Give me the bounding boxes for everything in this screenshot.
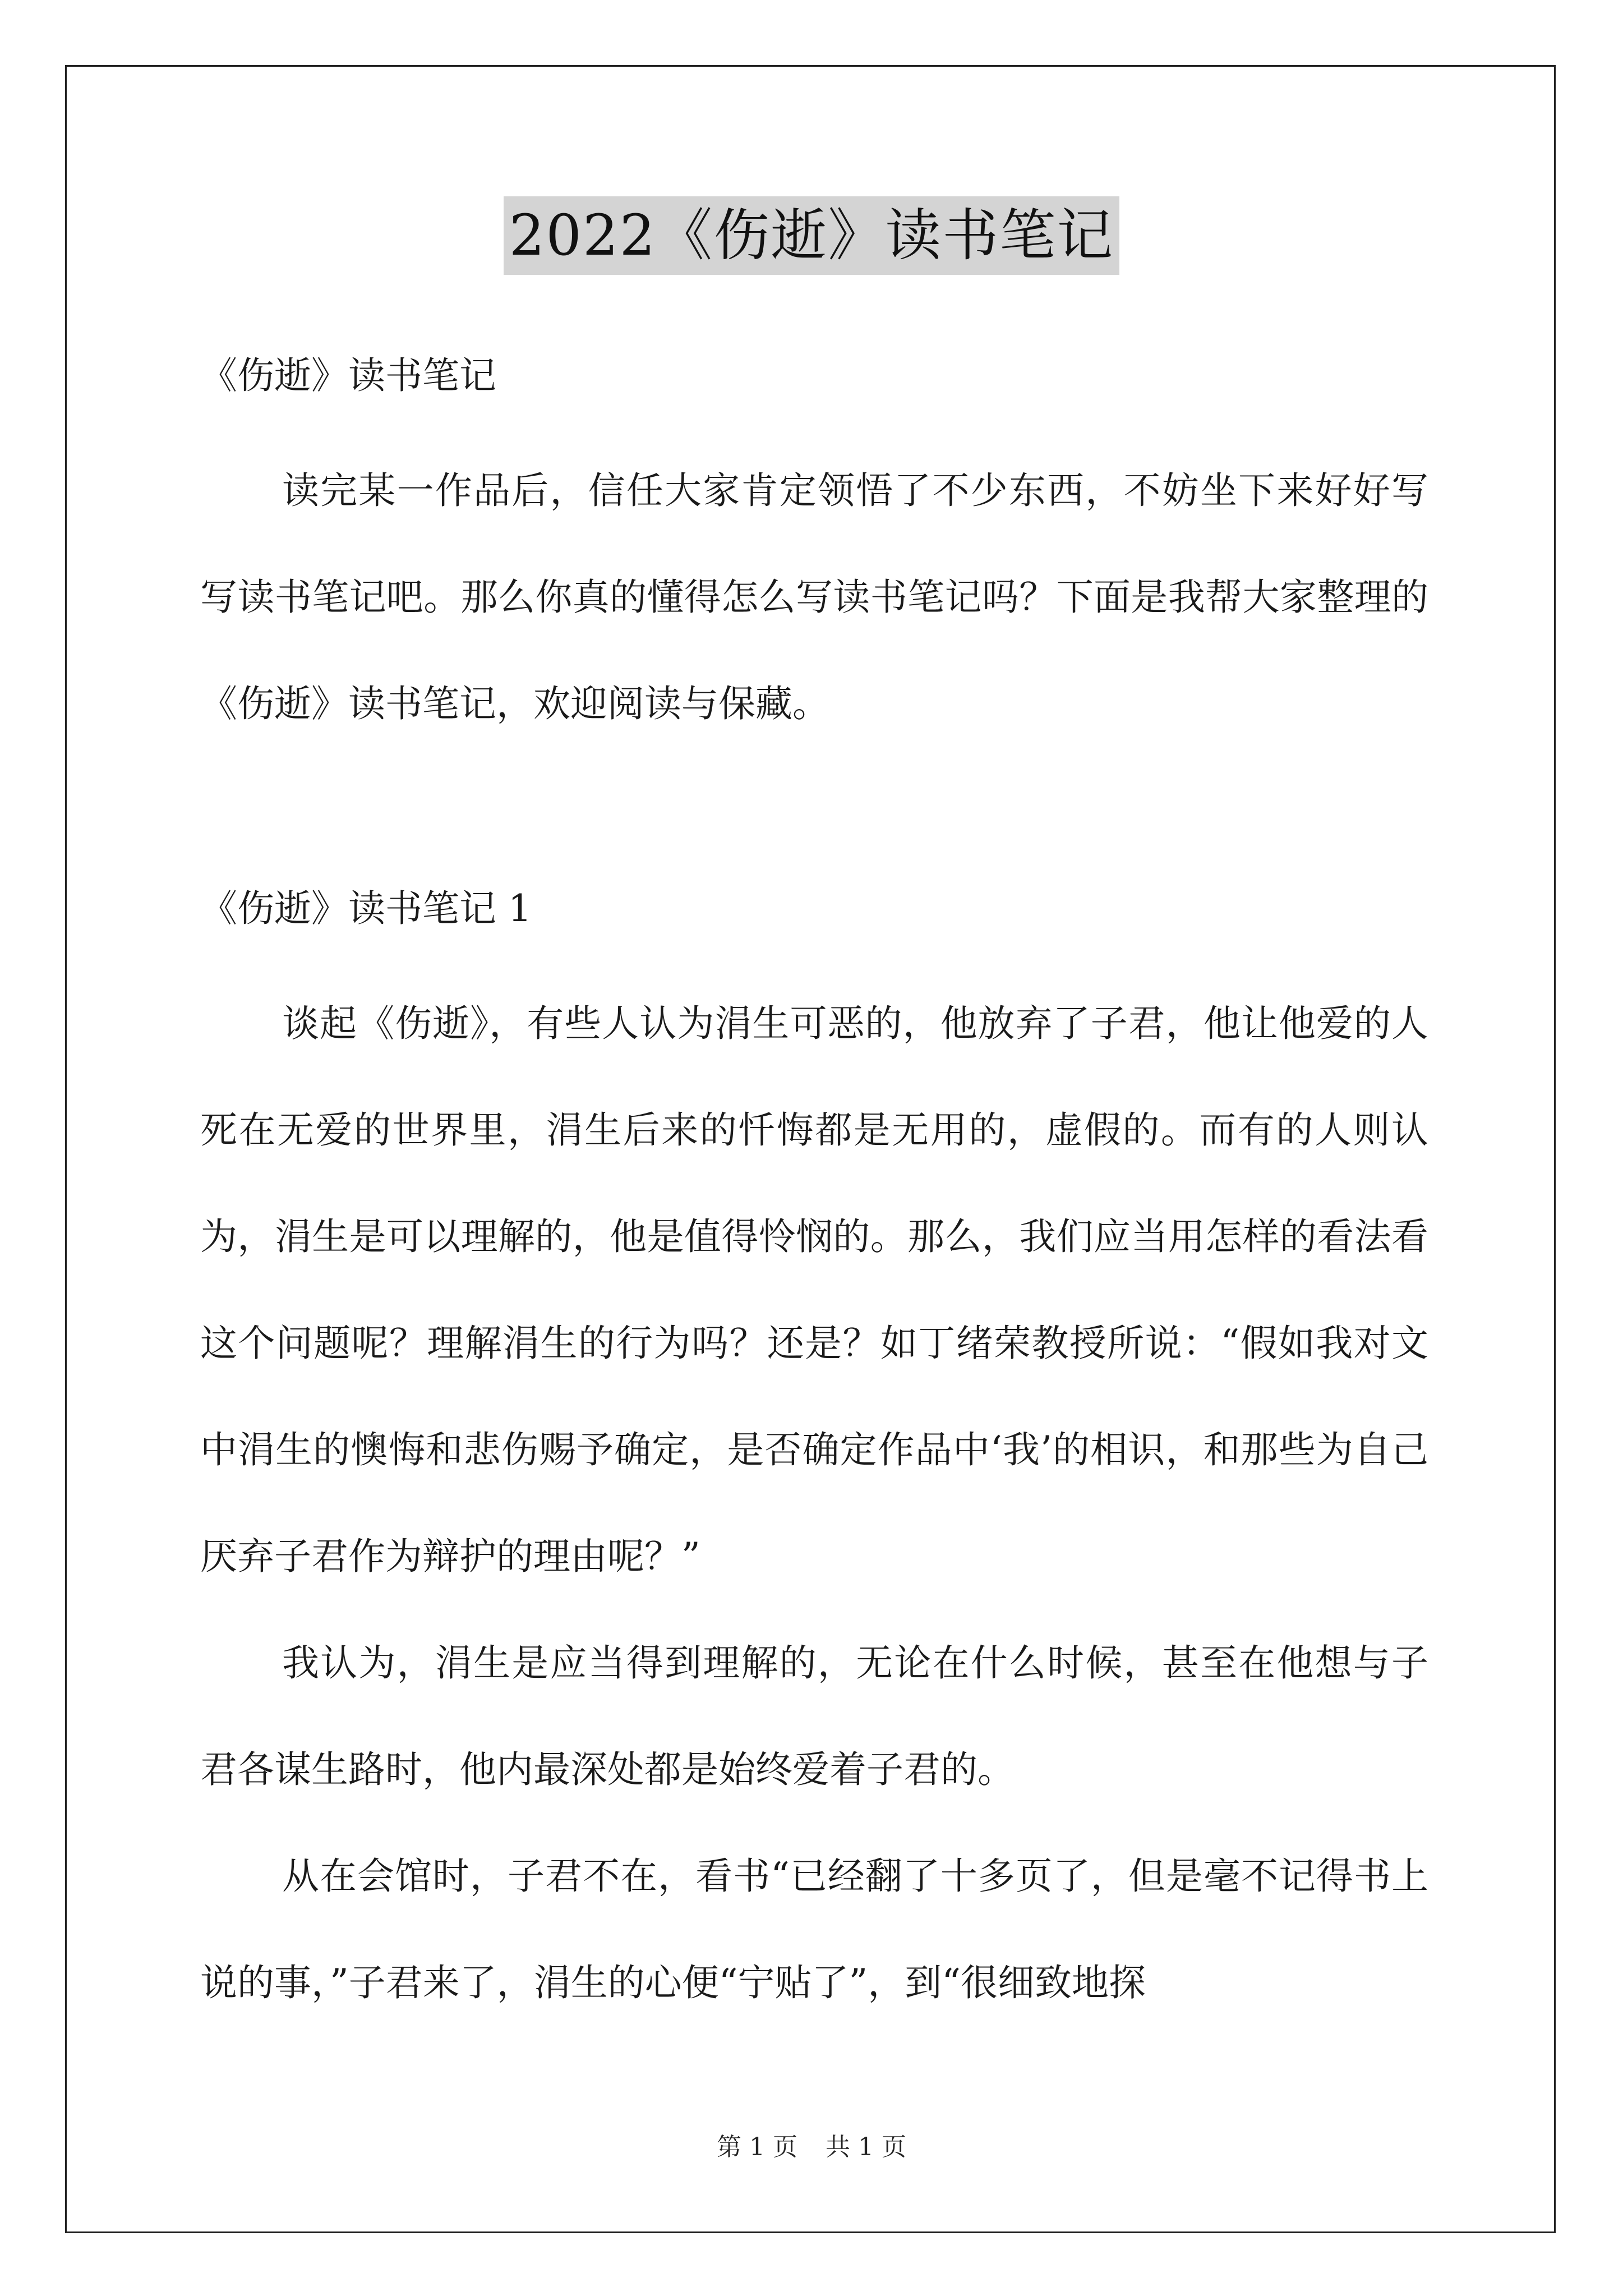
title-container	[0, 196, 1623, 275]
body-paragraph-1: 谈起《伤逝》，有些人认为涓生可恶的，他放弃了子君，他让他爱的人死在无爱的世界里，涓生后来的忏悔都是无用的，虚假的。而有的人则认为，涓生是可以理解的，他是值得怜悯的。那么，我们应当用怎样的看法看这个问题呢？理解涓生的行为吗？还是？如丁绪荣教授所说：“假如我对文中涓生的懊悔和悲伤赐予确定，是否确定作品中‘我’的相识，和那些为自己厌弃子君作为辩护的理由呢？”	[200, 1002, 1428, 1578]
page-total: 共 1 页	[826, 2133, 906, 2161]
body-paragraph-2: 我认为，涓生是应当得到理解的，无论在什么时候，甚至在他想与子君各谋生路时，他内最深处都是始终爱着子君的。	[200, 1641, 1428, 1791]
intro-heading: 《伤逝》读书笔记	[200, 354, 496, 397]
page-number: 第 1 页	[717, 2133, 797, 2161]
page-footer	[0, 2131, 1623, 2164]
body-paragraph-3: 从在会馆时，子君不在，看书“已经翻了十多页了，但是毫不记得书上说的事，”子君来了，涓生的心便“宁贴了”，到“很细致地探	[200, 1855, 1428, 2004]
intro-paragraph: 读完某一作品后，信任大家肯定领悟了不少东西，不妨坐下来好好写写读书笔记吧。那么你真的懂得怎么写读书笔记吗？下面是我帮大家整理的《伤逝》读书笔记，欢迎阅读与保藏。	[200, 469, 1428, 725]
section-heading: 《伤逝》读书笔记 1	[200, 887, 532, 930]
document-title: 2022《伤逝》读书笔记	[504, 196, 1120, 275]
